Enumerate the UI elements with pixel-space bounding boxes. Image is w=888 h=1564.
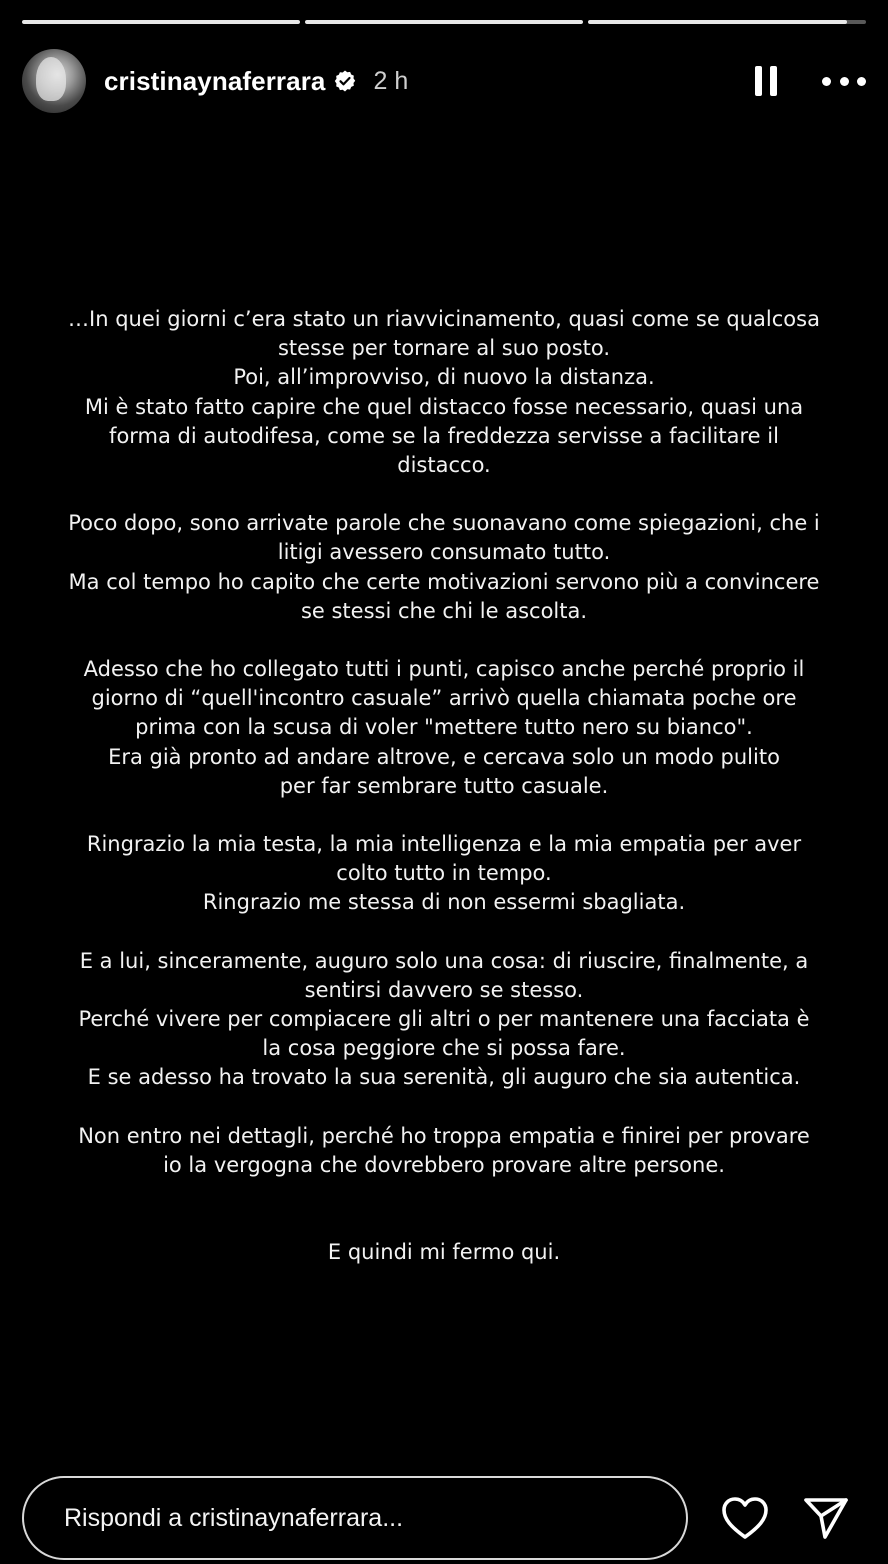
story-text-line: Adesso che ho collegato tutti i punti, capisco anche perché proprio il bbox=[83, 657, 805, 682]
story-text-line: Perché vivere per compiacere gli altri o per mantenere una facciata è bbox=[78, 1007, 810, 1032]
story-text-line: Era già pronto ad andare altrove, e cercava solo un modo pulito bbox=[108, 744, 780, 769]
verified-badge-icon bbox=[333, 69, 357, 93]
progress-segment-3 bbox=[588, 20, 866, 24]
pause-icon bbox=[755, 66, 762, 96]
post-time: 2 h bbox=[373, 66, 409, 95]
pause-button[interactable] bbox=[746, 61, 786, 101]
avatar[interactable] bbox=[22, 49, 86, 113]
story-text-line: stesse per tornare al suo posto. bbox=[277, 336, 611, 361]
progress-segment-2 bbox=[305, 20, 583, 24]
more-options-icon bbox=[822, 77, 831, 86]
send-button[interactable] bbox=[802, 1494, 850, 1542]
story-text-line: litigi avessero consumato tutto. bbox=[277, 540, 611, 565]
story-text-line: Ringrazio la mia testa, la mia intelligenza e la mia empatia per aver bbox=[86, 832, 802, 857]
story-text-line: …In quei giorni c’era stato un riavvicinamento, quasi come se qualcosa bbox=[68, 307, 820, 331]
story-paragraph bbox=[30, 830, 858, 918]
progress-segment-1 bbox=[22, 20, 300, 24]
story-closing-line: E quindi mi fermo qui. bbox=[327, 1240, 561, 1265]
story-text-line: Poco dopo, sono arrivate parole che suonavano come spiegazioni, che i bbox=[68, 511, 820, 536]
like-button[interactable] bbox=[720, 1493, 770, 1543]
story-text-line: io la vergogna che dovrebbero provare altre persone. bbox=[163, 1152, 725, 1177]
story-paragraph bbox=[30, 509, 858, 626]
story-text-line: la cosa peggiore che si possa fare. bbox=[262, 1036, 626, 1061]
story-header bbox=[22, 48, 866, 114]
story-text-line: Mi è stato fatto capire che quel distacco fosse necessario, quasi una bbox=[84, 394, 804, 419]
story-text-line: distacco. bbox=[397, 453, 491, 478]
more-options-button[interactable] bbox=[822, 61, 866, 101]
story-text-line: E se adesso ha trovato la sua serenità, gli auguro che sia autentica. bbox=[87, 1065, 801, 1090]
story-paragraph bbox=[30, 1122, 858, 1180]
story-text-line: Non entro nei dettagli, perché ho troppa empatia e finirei per provare bbox=[78, 1123, 810, 1148]
story-text-line: prima con la scusa di voler "mettere tutto nero su bianco". bbox=[135, 715, 753, 740]
story-text-line: E a lui, sinceramente, auguro solo una cosa: di riuscire, finalmente, a bbox=[79, 948, 809, 973]
send-icon bbox=[803, 1496, 849, 1540]
story-text-line: colto tutto in tempo. bbox=[336, 861, 552, 886]
story-text-line: se stessi che chi le ascolta. bbox=[300, 598, 588, 623]
story-text-line: Ringrazio me stessa di non essermi sbagliata. bbox=[202, 890, 686, 915]
story-paragraph bbox=[30, 305, 858, 480]
story-text-line: Poi, all’improvviso, di nuovo la distanza. bbox=[233, 365, 655, 390]
reply-input[interactable]: Rispondi a cristinaynaferrara... bbox=[22, 1476, 688, 1560]
story-paragraphs bbox=[30, 305, 858, 1180]
story-text-line: forma di autodifesa, come se la freddezza servisse a facilitare il bbox=[109, 423, 779, 448]
story-paragraph bbox=[30, 947, 858, 1093]
username[interactable]: cristinaynaferrara bbox=[104, 65, 326, 96]
heart-icon bbox=[721, 1496, 769, 1540]
story-text-line: giorno di “quell'incontro casuale” arrivò quella chiamata poche ore bbox=[91, 686, 797, 711]
story-footer bbox=[22, 1474, 866, 1562]
story-text-line: per far sembrare tutto casuale. bbox=[279, 773, 609, 798]
story-text-line: Ma col tempo ho capito che certe motivazioni servono più a convincere bbox=[68, 569, 820, 594]
story-progress-bars bbox=[22, 20, 866, 25]
story-text bbox=[30, 305, 858, 1267]
story-text-line: sentirsi davvero se stesso. bbox=[304, 977, 584, 1002]
story-paragraph bbox=[30, 655, 858, 801]
